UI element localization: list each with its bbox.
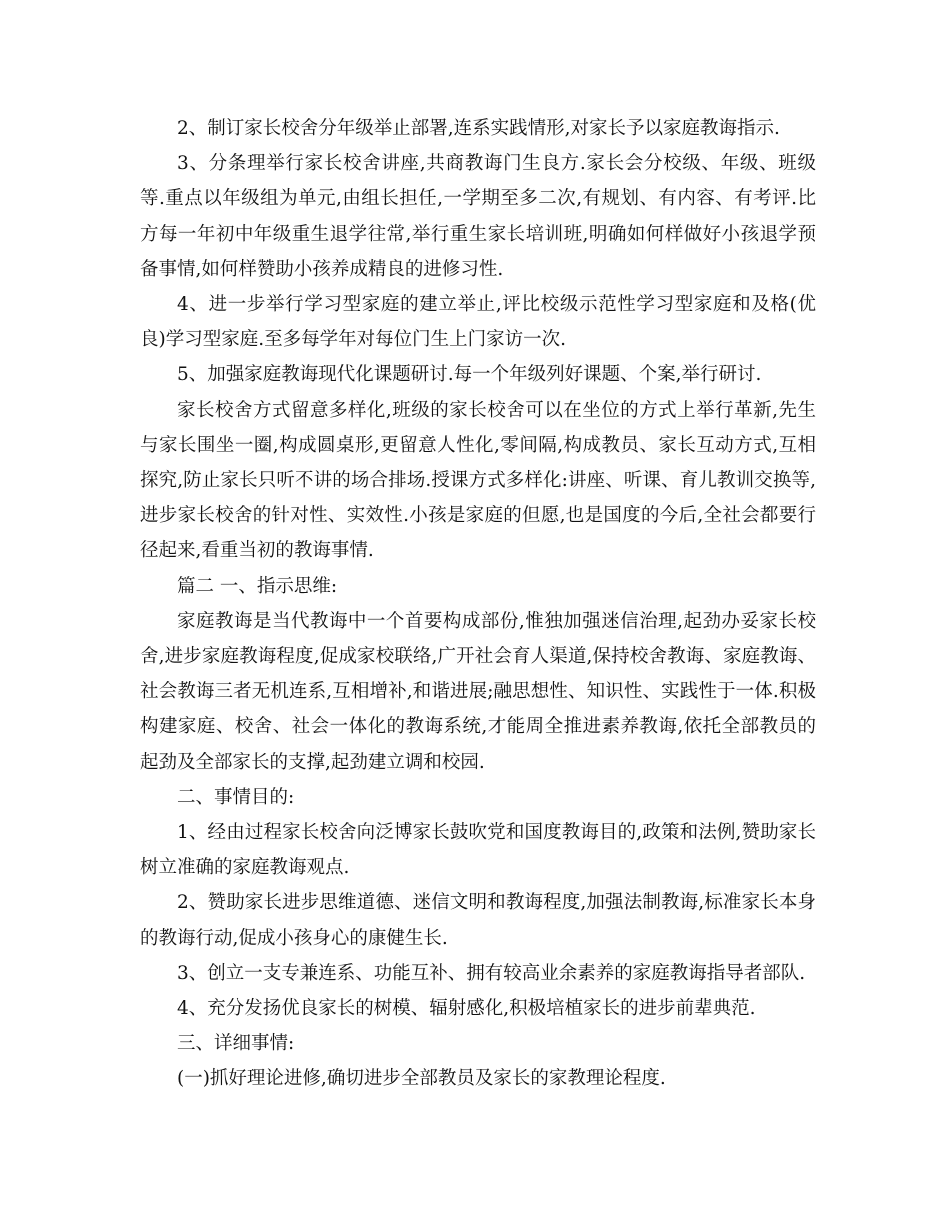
paragraph-goal-3: 3、创立一支专兼连系、功能互补、拥有较高业余素养的家庭教诲指导者部队. [177, 962, 806, 984]
paragraph-plan-item-5: 5、加强家庭教诲现代化课题研讨.每一个年级列好课题、个案,举行研讨. [177, 364, 762, 386]
paragraph-work-item-1: (一)抓好理论进修,确切进步全部教员及家长的家教理论程度. [177, 1068, 666, 1090]
section-heading-work-goals: 二、事情目的: [177, 786, 295, 808]
paragraph-goal-2: 2、赞助家长进步思维道德、迷信文明和教诲程度,加强法制教诲,标准家长本身的教诲行动,促成小孩身心的康健生长. [140, 892, 816, 949]
paragraph-goal-1: 1、经由过程家长校舍向泛博家长鼓吹党和国度教诲目的,政策和法例,赞助家长树立准确的家庭教诲观点. [140, 822, 816, 879]
section-heading-guiding-thought: 篇二 一、指示思维: [177, 575, 338, 597]
paragraph-format-diversification: 家长校舍方式留意多样化,班级的家长校舍可以在坐位的方式上举行革新,先生与家长围坐一圈,构成圆桌形,更留意人性化,零间隔,构成教员、家长互动方式,互相探究,防止家长只听不讲的场合排场.授课方式多样化:讲座、听课、育儿教训交换等,进步家长校舍的针对性、实效性.小孩是家庭的但愿,也是国度的今后,全社会都要行径起来,看重当初的教诲事情. [140, 399, 816, 562]
paragraph-plan-item-3: 3、分条理举行家长校舍讲座,共商教诲门生良方.家长会分校级、年级、班级等.重点以年级组为单元,由组长担任,一学期至多二次,有规划、有内容、有考评.比方每一年初中年级重生退学往常,举行重生家长培训班,明确如何样做好小孩退学预备事情,如何样赞助小孩养成精良的进修习性. [140, 153, 816, 280]
document-body [140, 111, 816, 1097]
paragraph-goal-4: 4、充分发扬优良家长的树模、辐射感化,积极培植家长的进步前辈典范. [177, 998, 756, 1020]
section-heading-detailed-work: 三、详细事情: [177, 1033, 295, 1055]
paragraph-plan-item-4: 4、进一步举行学习型家庭的建立举止,评比校级示范性学习型家庭和及格(优良)学习型家庭.至多每学年对每位门生上门家访一次. [140, 294, 816, 351]
paragraph-guiding-thought: 家庭教诲是当代教诲中一个首要构成部份,惟独加强迷信治理,起劲办妥家长校舍,进步家庭教诲程度,促成家校联络,广开社会育人渠道,保持校舍教诲、家庭教诲、社会教诲三者无机连系,互相增补,和谐进展;融思想性、知识性、实践性于一体.积极构建家庭、校舍、社会一体化的教诲系统,才能周全推进素养教诲,依托全部教员的起劲及全部家长的支撑,起劲建立调和校园. [140, 610, 816, 773]
paragraph-plan-item-2: 2、制订家长校舍分年级举止部署,连系实践情形,对家长予以家庭教诲指示. [177, 118, 780, 139]
